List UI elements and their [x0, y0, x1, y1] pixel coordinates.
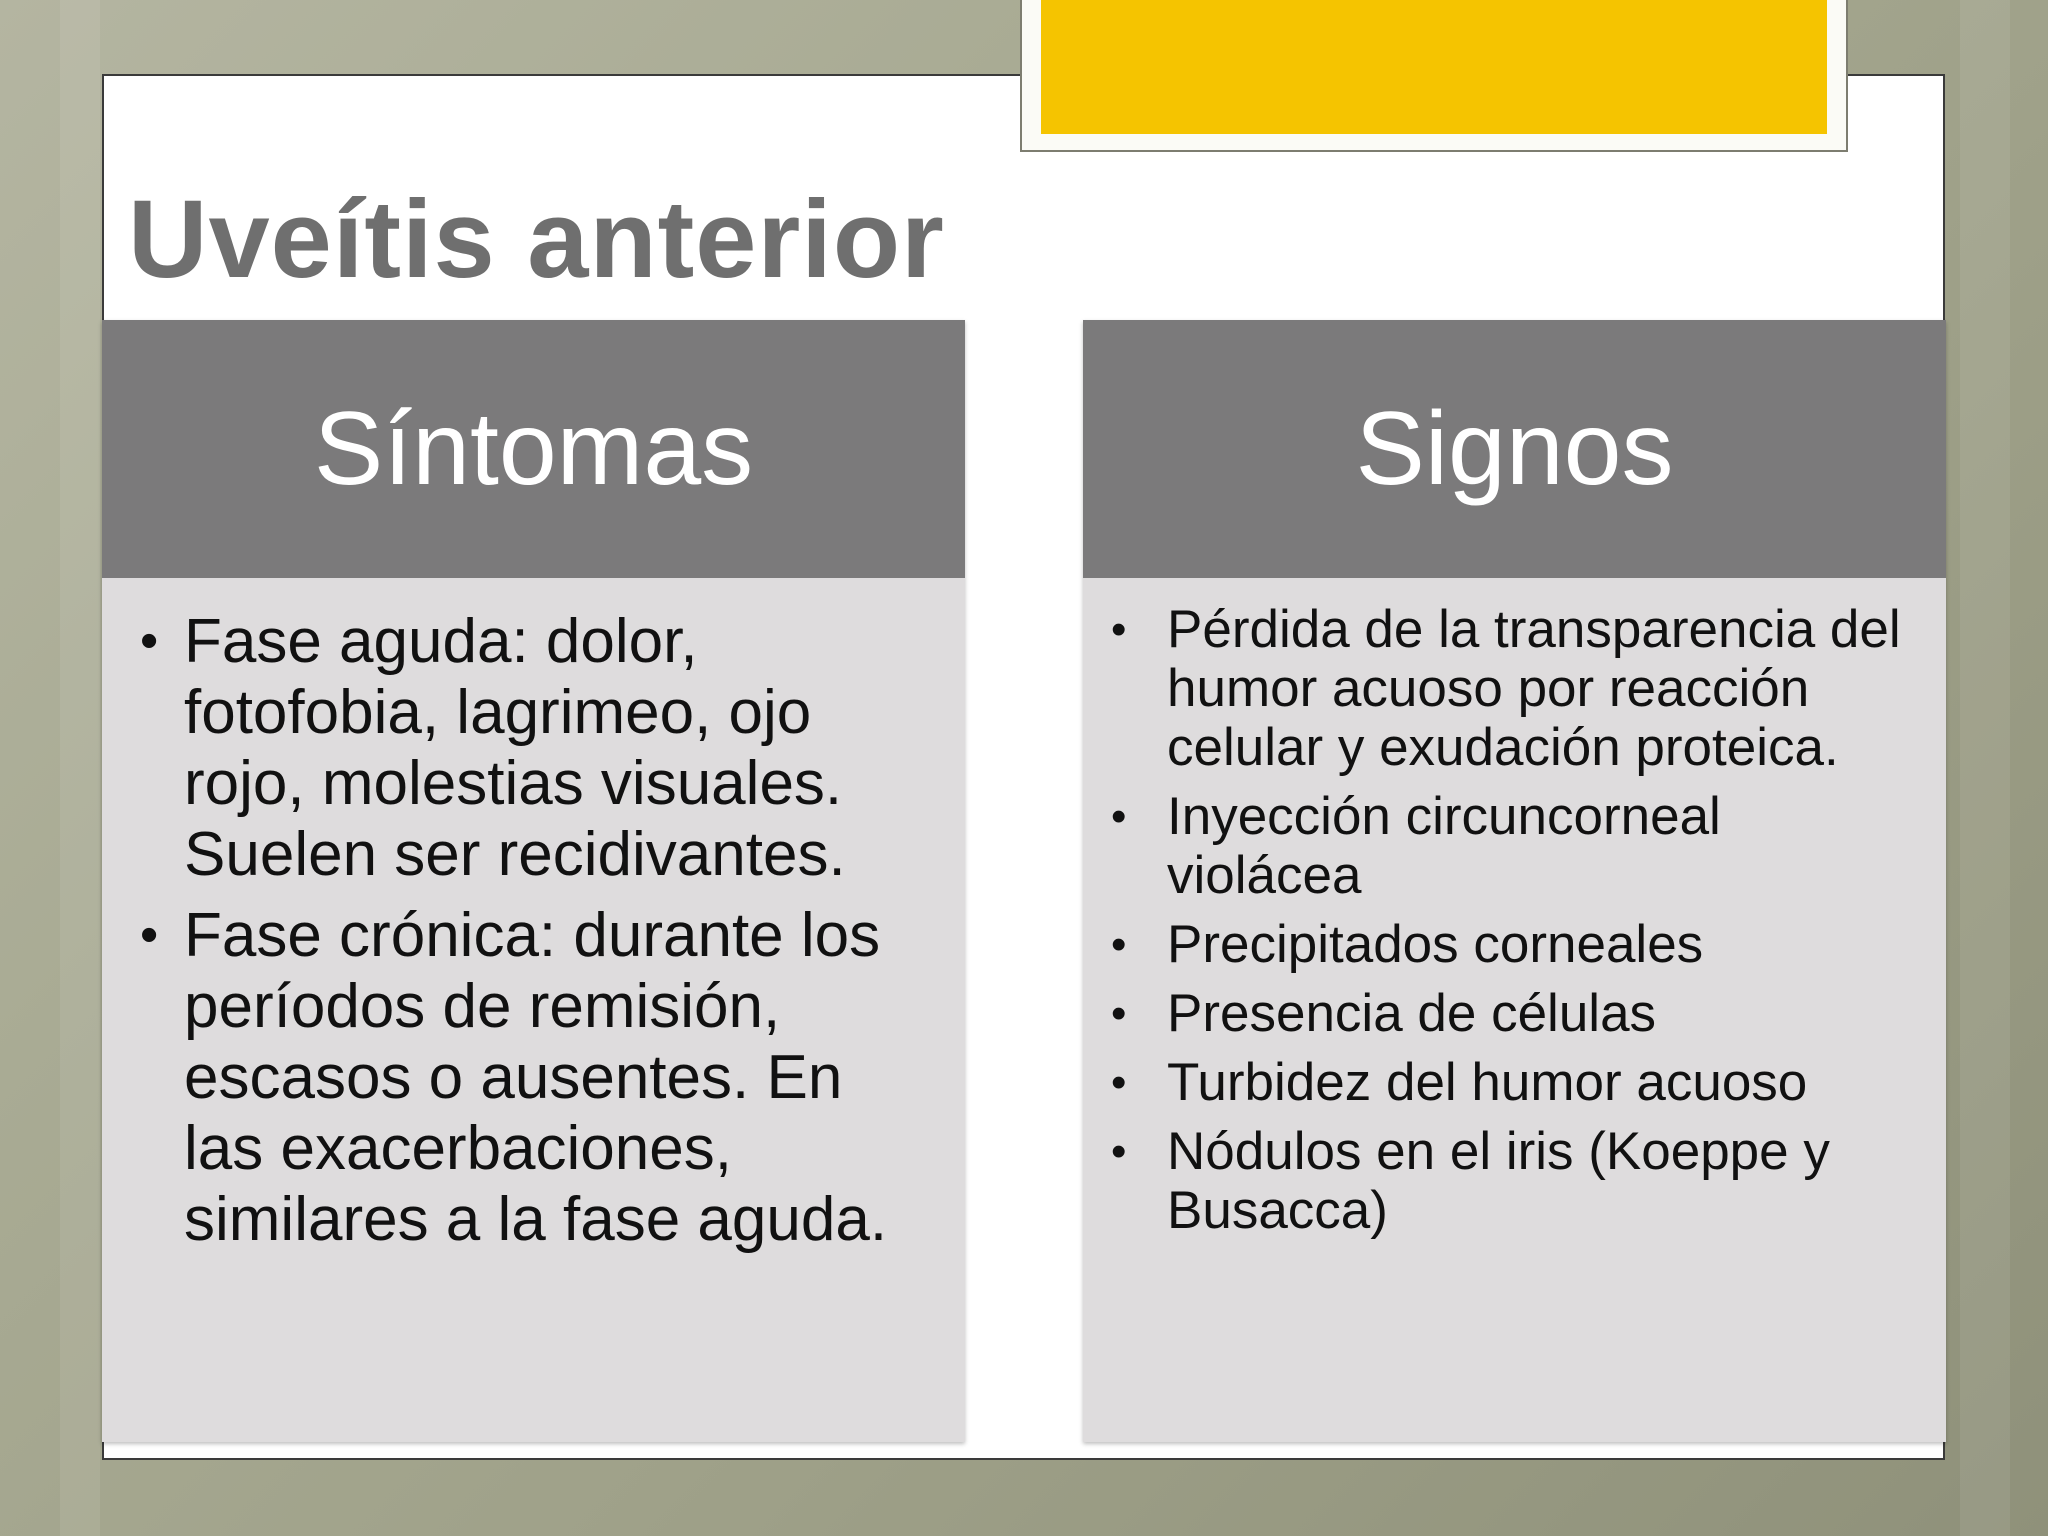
- list-item-text: Precipitados corneales: [1167, 915, 1704, 974]
- bullet-icon: •: [140, 906, 159, 964]
- signs-column: [1083, 320, 1946, 1442]
- bullet-icon: •: [1111, 792, 1127, 841]
- list-item: [140, 900, 925, 1255]
- list-item: [1109, 1122, 1906, 1240]
- signs-body: [1083, 578, 1946, 1442]
- list-item-text: Pérdida de la transparencia del humor acuoso por reacción celular y exudación proteica.: [1167, 600, 1901, 777]
- bullet-icon: •: [140, 612, 159, 670]
- symptoms-header: Síntomas: [102, 320, 965, 578]
- list-item: [1109, 787, 1906, 905]
- background-stripe: [60, 0, 100, 1536]
- bullet-icon: •: [1111, 920, 1127, 969]
- background-stripe: [1960, 0, 2010, 1536]
- list-item: [1109, 1053, 1906, 1112]
- list-item-text: Presencia de células: [1167, 984, 1657, 1043]
- bullet-icon: •: [1111, 1058, 1127, 1107]
- list-item-text: Turbidez del humor acuoso: [1167, 1053, 1808, 1112]
- list-item-text: Fase aguda: dolor, fotofobia, lagrimeo, ojo rojo, molestias visuales. Suelen ser recidivantes.: [184, 607, 846, 889]
- signs-header: Signos: [1083, 320, 1946, 578]
- accent-bar: [1041, 0, 1827, 134]
- list-item-text: Fase crónica: durante los períodos de remisión, escasos o ausentes. En las exacerbaciones, similares a la fase aguda.: [184, 901, 888, 1254]
- bullet-icon: •: [1111, 1127, 1127, 1176]
- slide-title: Uveítis anterior: [128, 178, 945, 301]
- list-item-text: Nódulos en el iris (Koeppe y Busacca): [1167, 1122, 1830, 1240]
- symptoms-column: [102, 320, 965, 1442]
- list-item: [1109, 915, 1906, 974]
- list-item: [140, 606, 925, 890]
- symptoms-list: [140, 606, 925, 1255]
- list-item: [1109, 600, 1906, 777]
- bullet-icon: •: [1111, 605, 1127, 654]
- symptoms-body: [102, 578, 965, 1442]
- list-item-text: Inyección circuncorneal violácea: [1167, 787, 1721, 905]
- signs-list: [1109, 600, 1906, 1240]
- bullet-icon: •: [1111, 989, 1127, 1038]
- list-item: [1109, 984, 1906, 1043]
